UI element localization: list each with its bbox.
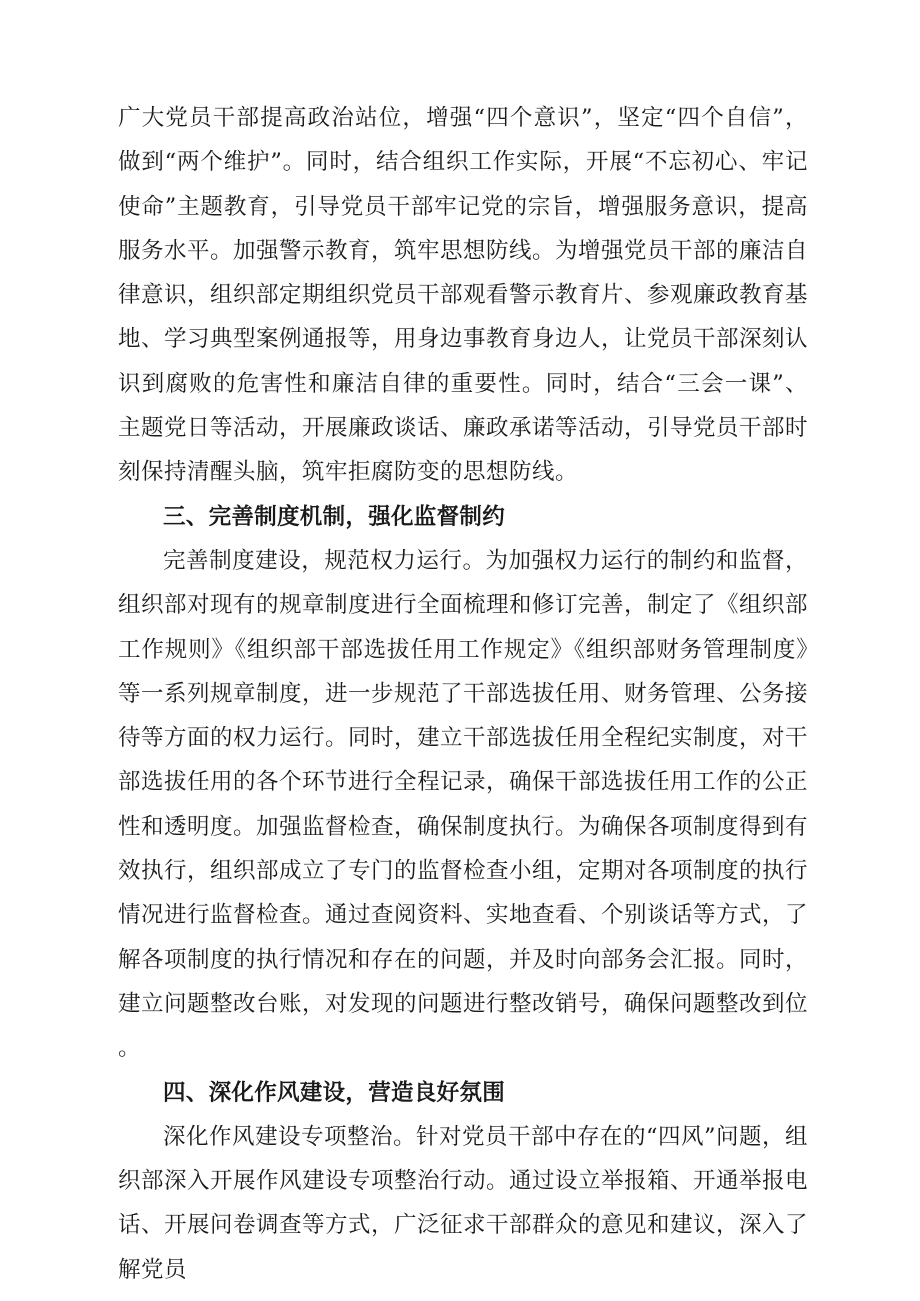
document-body: [118, 96, 808, 1292]
section-heading-four: 四、深化作风建设，营造良好氛围: [163, 1079, 506, 1106]
paragraph-work-style: 深化作风建设专项整治。针对党员干部中存在的“四风”问题，组织部深入开展作风建设专项整治行动。通过设立举报箱、开通举报电话、开展问卷调查等方式，广泛征求干部群众的意见和建议，深入了解党员: [118, 1123, 809, 1283]
section-heading-three: 三、完善制度机制，强化监督制约: [163, 503, 506, 530]
paragraph-continued: 广大党员干部提高政治站位，增强“四个意识”，坚定“四个自信”，做到“两个维护”。同时，结合组织工作实际，开展“不忘初心、牢记使命”主题教育，引导党员干部牢记党的宗旨，增强服务意识，提高服务水平。加强警示教育，筑牢思想防线。为增强党员干部的廉洁自律意识，组织部定期组织党员干部观看警示教育片、参观廉政教育基地、学习典型案例通报等，用身边事教育身边人，让党员干部深刻认识到腐败的危害性和廉洁自律的重要性。同时，结合“三会一课”、主题党日等活动，开展廉政谈话、廉政承诺等活动，引导党员干部时刻保持清醒头脑，筑牢拒腐防变的思想防线。: [118, 105, 809, 486]
paragraph-institution-building: 完善制度建设，规范权力运行。为加强权力运行的制约和监督，组织部对现有的规章制度进行全面梳理和修订完善，制定了《组织部工作规则》《组织部干部选拔任用工作规定》《组织部财务管理制度》等一系列规章制度，进一步规范了干部选拔任用、财务管理、公务接待等方面的权力运行。同时，建立干部选拔任用全程纪实制度，对干部选拔任用的各个环节进行全程记录，确保干部选拔任用工作的公正性和透明度。加强监督检查，确保制度执行。为确保各项制度得到有效执行，组织部成立了专门的监督检查小组，定期对各项制度的执行情况进行监督检查。通过查阅资料、实地查看、个别谈话等方式，了解各项制度的执行情况和存在的问题，并及时向部务会汇报。同时，建立问题整改台账，对发现的问题进行整改销号，确保问题整改到位。: [118, 547, 809, 1062]
